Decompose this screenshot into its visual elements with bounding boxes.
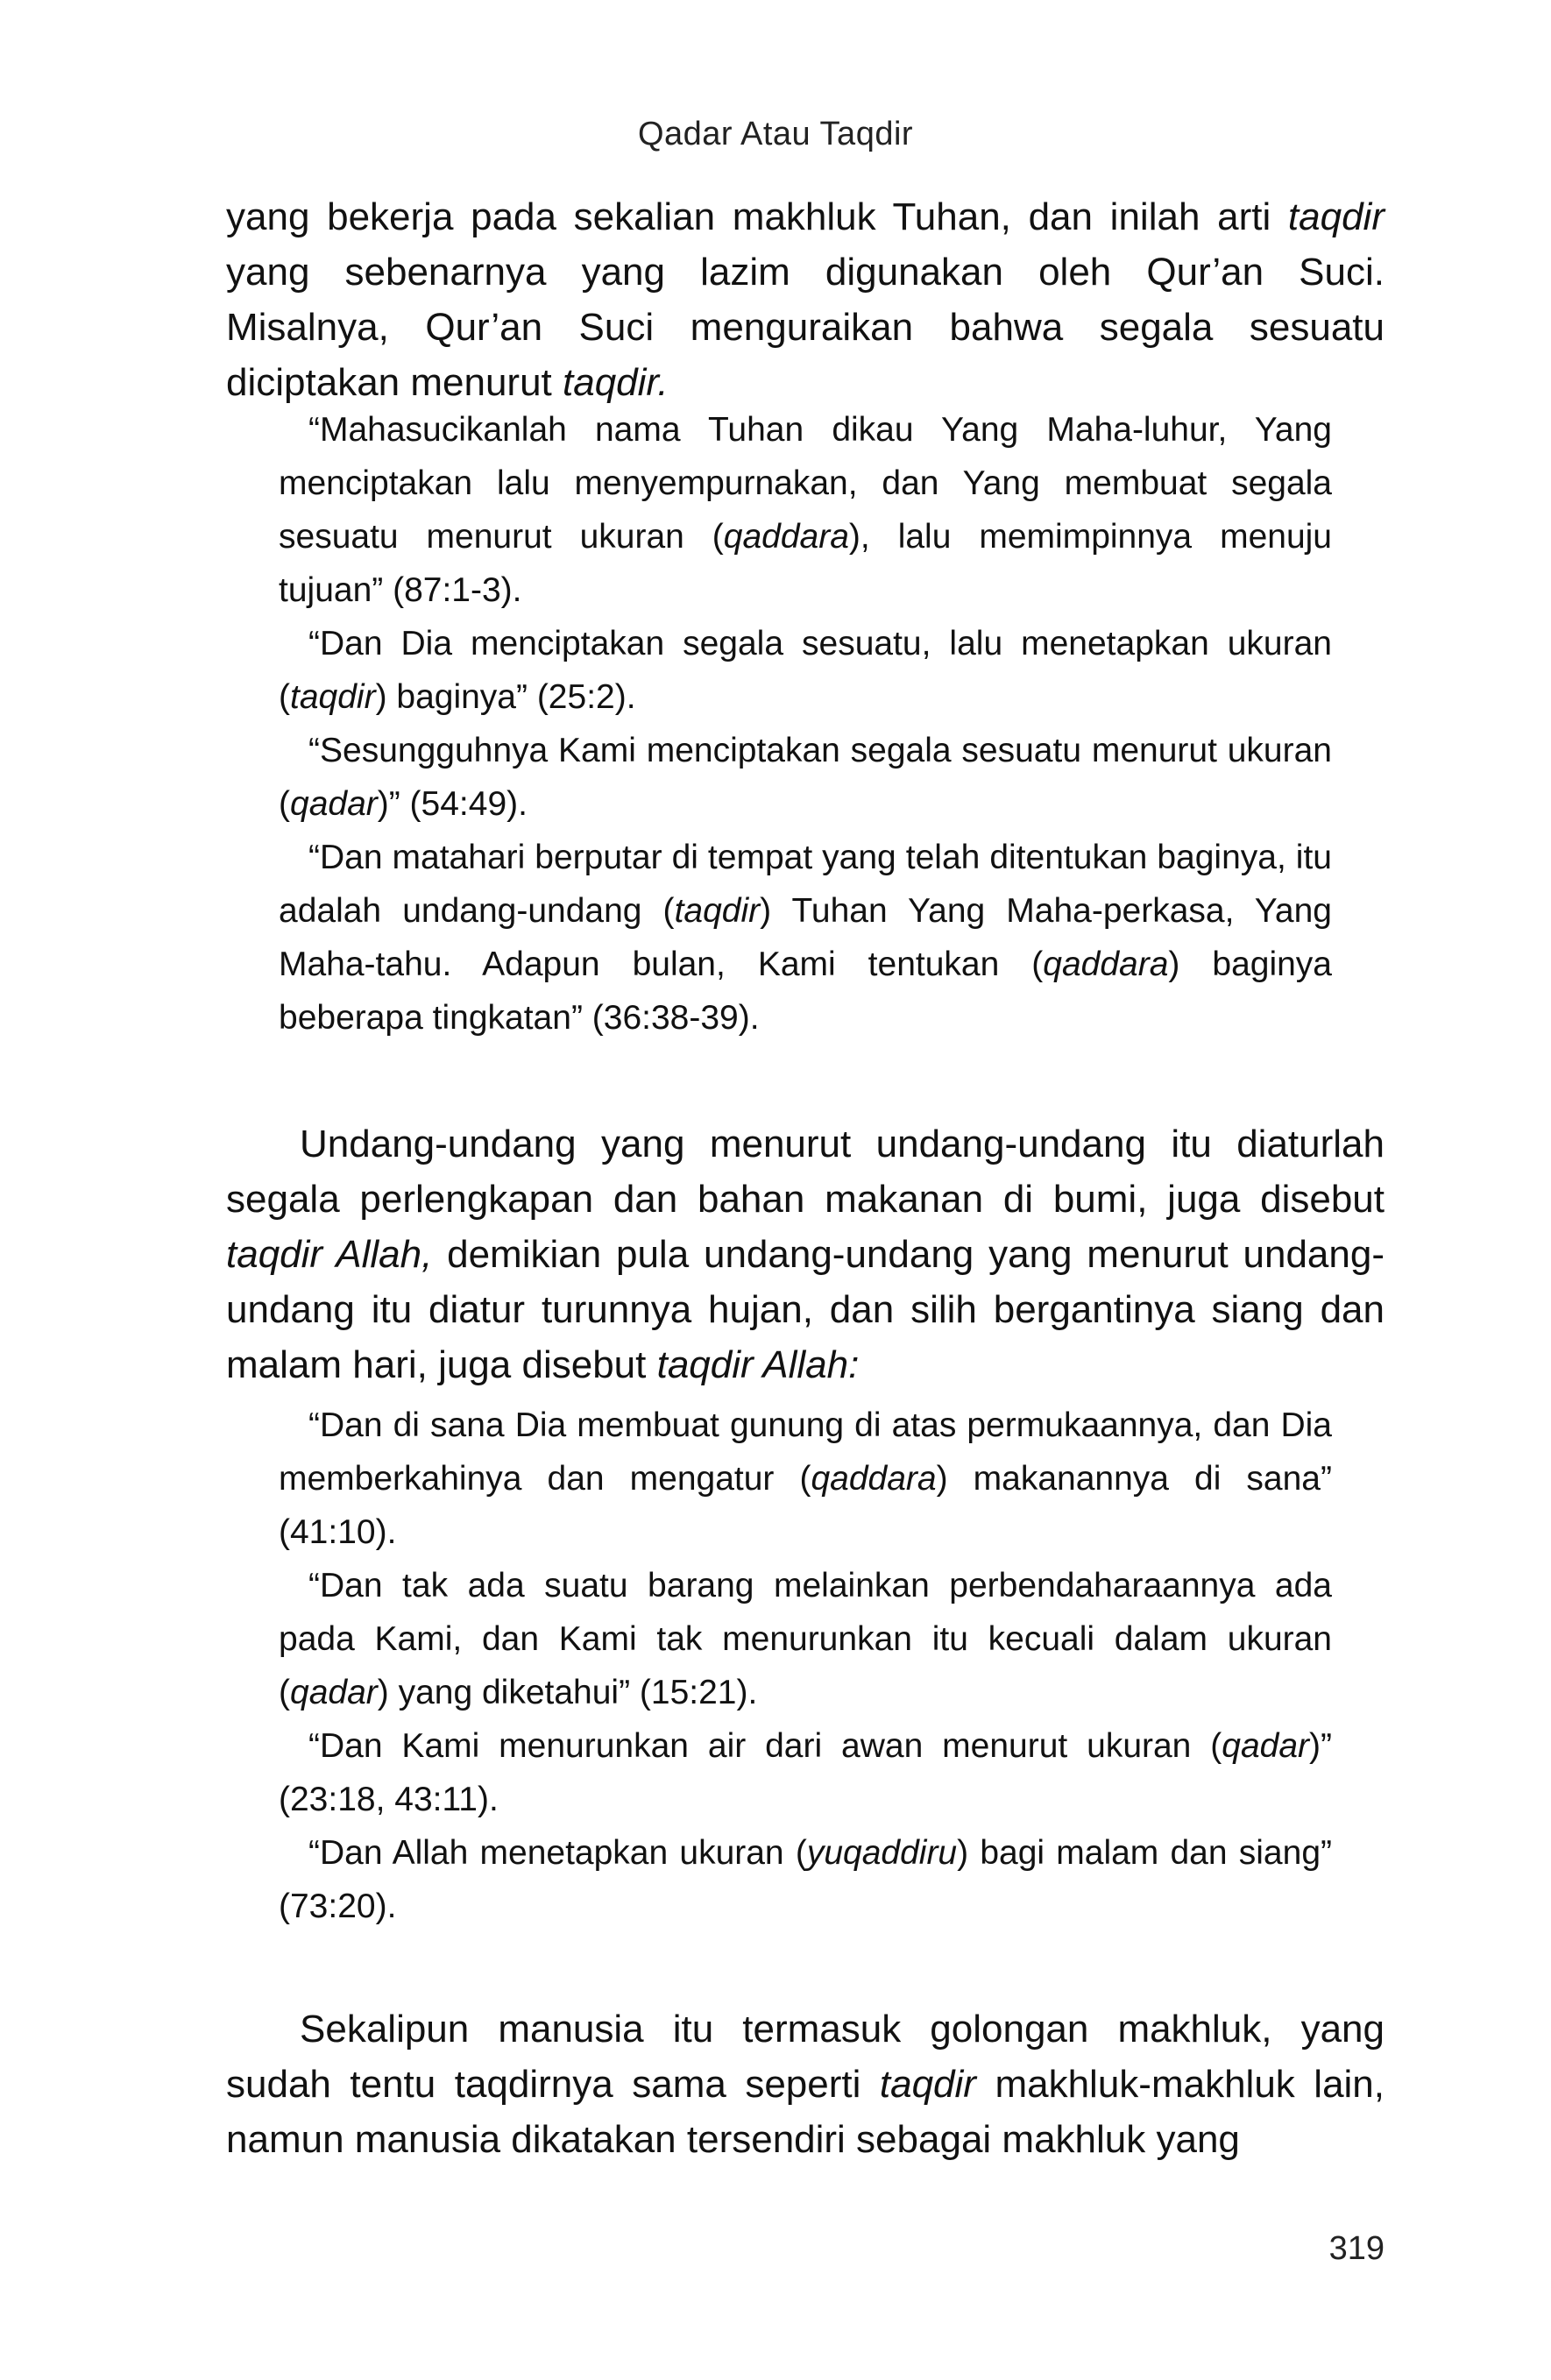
section-1-quotes [279, 403, 1332, 1045]
text-run: yang bekerja pada sekalian makhluk Tuhan, dan inilah arti [226, 195, 1288, 238]
quote-73-20 [279, 1826, 1332, 1933]
text-run: ) yang diketahui” (15:21). [377, 1674, 758, 1711]
text-run: ) baginya” (25:2). [375, 678, 636, 716]
text-run: ) Tuhan Yang Maha-perkasa, Yang Maha-tahu. Adapun bulan, Kami tentukan ( [279, 892, 1332, 983]
quote-54-49 [279, 724, 1332, 831]
section-3-paragraph [226, 2001, 1385, 2167]
text-run: “Dan Allah menetapkan ukuran ( [308, 1834, 807, 1872]
text-run: “Dan tak ada suatu barang melainkan perbendaharaannya ada pada Kami, dan Kami tak menurunkan itu kecuali dalam ukuran ( [279, 1567, 1332, 1711]
quote-15-21 [279, 1559, 1332, 1719]
text-run: ) bagi malam dan siang” (73:20). [279, 1834, 1332, 1925]
quote-41-10 [279, 1399, 1332, 1559]
italic-term: qaddara [1043, 946, 1169, 983]
text-run: )” (54:49). [377, 785, 528, 823]
italic-term: taqdir [1287, 195, 1385, 238]
text-run: “Dan matahari berputar di tempat yang telah ditentukan baginya, itu adalah undang-undang ( [279, 839, 1332, 930]
section-2-paragraph [226, 1116, 1385, 1392]
paragraph [226, 2001, 1385, 2167]
quote-87-1-3 [279, 403, 1332, 617]
italic-term: qaddara [811, 1460, 937, 1498]
italic-term: taqdir Allah, [226, 1233, 433, 1276]
quote-23-18 [279, 1719, 1332, 1826]
page-number: 319 [1328, 2230, 1385, 2267]
italic-term: taqdir. [563, 361, 669, 404]
italic-term: qadar [1222, 1727, 1310, 1765]
text-run: Sekalipun manusia itu termasuk golongan makhluk, yang sudah tentu taqdirnya sama seperti [226, 2008, 1385, 2106]
italic-term: qadar [290, 785, 378, 823]
text-run: ) baginya beberapa tingkatan” (36:38-39). [279, 946, 1332, 1037]
italic-term: taqdir [674, 892, 761, 930]
section-2-quotes [279, 1399, 1332, 1933]
text-run: “Mahasucikanlah nama Tuhan dikau Yang Maha-luhur, Yang menciptakan lalu menyempurnakan, dan Yang membuat segala sesuatu menurut ukuran ( [279, 411, 1332, 556]
italic-term: taqdir [879, 2063, 976, 2106]
text-run: “Sesungguhnya Kami menciptakan segala sesuatu menurut ukuran ( [279, 732, 1332, 823]
text-run: )” (23:18, 43:11). [279, 1727, 1332, 1818]
italic-term: qaddara [723, 518, 849, 556]
italic-term: taqdir Allah: [656, 1343, 860, 1386]
text-run: ) makanannya di sana” (41:10). [279, 1460, 1332, 1551]
section-1-paragraph [226, 189, 1385, 410]
running-header: Qadar Atau Taqdir [637, 116, 914, 152]
text-run: “Dan Kami menurunkan air dari awan menurut ukuran ( [308, 1727, 1222, 1765]
italic-term: qadar [290, 1674, 378, 1711]
italic-term: yuqaddiru [806, 1834, 958, 1872]
text-run: demikian pula undang-undang yang menurut undang-undang itu diatur turunnya hujan, dan silih bergantinya siang dan malam hari, juga disebut [226, 1233, 1385, 1386]
text-run: yang sebenarnya yang lazim digunakan oleh Qur’an Suci. Misalnya, Qur’an Suci menguraikan bahwa segala sesuatu diciptakan menurut [226, 251, 1385, 404]
text-run: ), lalu memimpinnya menuju tujuan” (87:1-3). [279, 518, 1332, 609]
text-run: Undang-undang yang menurut undang-undang itu diaturlah segala perlengkapan dan bahan makanan di bumi, juga disebut [226, 1123, 1385, 1221]
quote-25-2 [279, 617, 1332, 724]
paragraph [226, 1116, 1385, 1392]
paragraph [226, 189, 1385, 410]
italic-term: taqdir [290, 678, 376, 716]
text-run: “Dan Dia menciptakan segala sesuatu, lalu menetapkan ukuran ( [279, 625, 1332, 716]
text-run: makhluk-makhluk lain, namun manusia dikatakan tersendiri sebagai makhluk yang [226, 2063, 1385, 2161]
text-run: “Dan di sana Dia membuat gunung di atas permukaannya, dan Dia memberkahinya dan mengatur ( [279, 1406, 1332, 1498]
quote-36-38-39 [279, 831, 1332, 1045]
